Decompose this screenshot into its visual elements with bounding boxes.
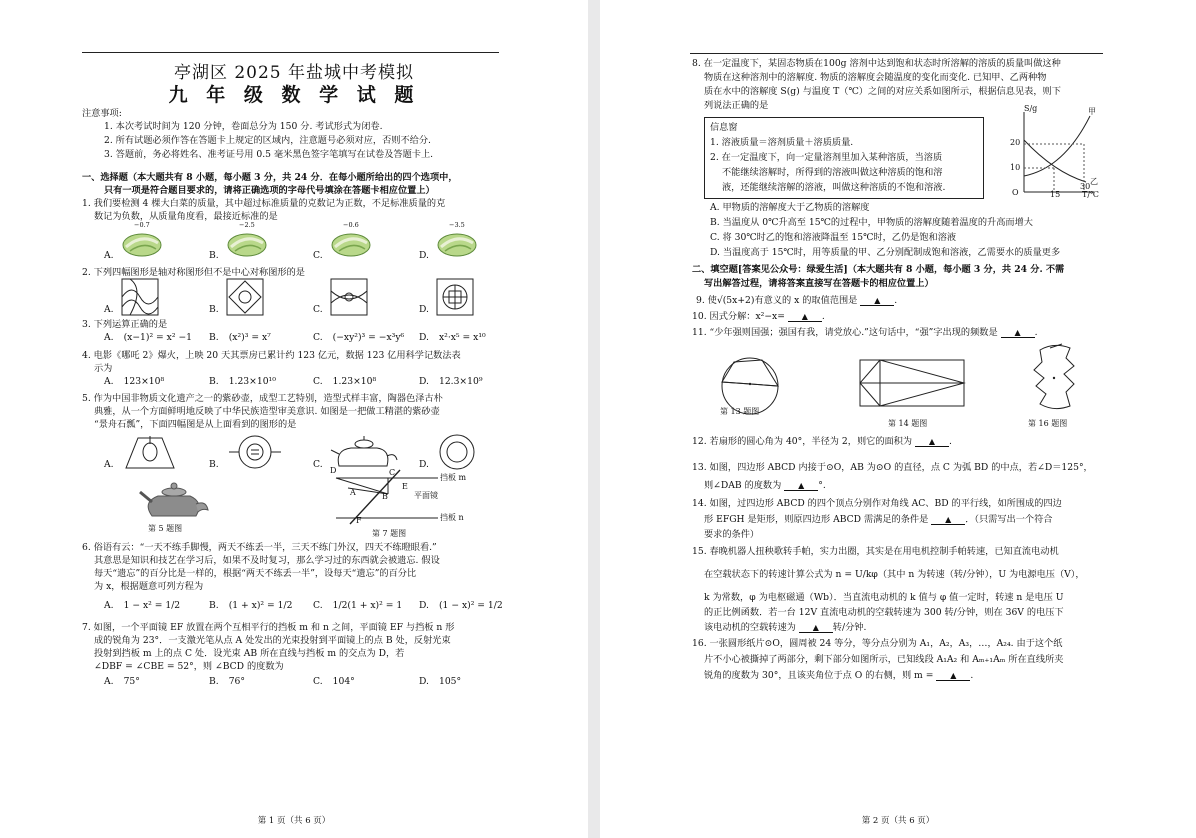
q15-text: 15. 春晚机器人扭秧歌转手帕，实力出圈，其实是在用电机控制手帕转速，已知直流电动机 — [692, 546, 1059, 557]
q2-option-c[interactable]: C. — [313, 304, 323, 315]
q6-option-letter: A. — [104, 600, 114, 611]
q16-text-cont: 片不小心被撕掉了两部分，剩下部分如图所示，已知线段 A₁A₂ 和 Aₘ₊₁Aₘ 所在直线所夹 — [704, 654, 1064, 665]
q13-text-cont: 则∠DAB 的度数为 ▲ °. — [704, 480, 826, 491]
page-1-footer: 第 1 页（共 6 页） — [257, 816, 331, 826]
q8-option-b[interactable]: B. 当温度从 0℃升高至 15℃的过程中，甲物质的溶解度随着温度的升高而增大 — [710, 217, 1033, 228]
q6-option-c[interactable] — [313, 600, 402, 611]
q6-option-b[interactable] — [209, 600, 292, 611]
graph-tick-10: 10 — [1010, 163, 1021, 172]
q14-text-cont — [704, 513, 1052, 526]
q15-unit: 转/分钟. — [832, 622, 867, 633]
section-1-heading: 一、选择题（本大题共有 8 小题，每小题 3 分，共 24 分．在每小题所给出的四个选项中， — [82, 172, 458, 183]
q4-option-b[interactable] — [209, 376, 276, 387]
q16-text: 16. 一张圆形纸片⊙O，圆周被 24 等分，等分点分别为 A₁，A₂，A₃，…，A₂₄. 由于这个纸 — [692, 638, 1063, 649]
q8-text-cont: 物质在这种溶剂中的溶解度. 物质的溶解度会随温度的变化而变化. 已知甲、乙两种物 — [704, 72, 1047, 83]
q7-option-text: 104° — [332, 676, 355, 687]
q15-stem: 该电动机的空载转速为 — [704, 622, 796, 633]
q6-option-a[interactable] — [104, 600, 180, 611]
q4-option-a[interactable] — [104, 376, 164, 387]
q11-stem: 11. “少年强则国强；强国有我，请党放心.”这句话中，“强”字出现的频数是 — [692, 327, 998, 338]
exam-title: 亭湖区 2025 年盐城中考模拟 — [173, 63, 415, 83]
q3-option-a[interactable] — [104, 332, 192, 343]
q7-text-cont2: 投射到挡板 m 上的点 C 处．设光束 AB 所在直线与挡板 m 的交点为 D，若 — [94, 648, 405, 659]
q6-option-letter: B. — [209, 600, 219, 611]
q15-text-cont2: k 为常数，φ 为电枢磁通（Wb）．当直流电动机的 k 值与 φ 值一定时，转速 n 是电压 U — [704, 592, 1064, 603]
q7-text-cont3: ∠DBF = ∠CBE = 52°，则 ∠BCD 的度数为 — [94, 661, 284, 672]
q14-text-cont2: 要求的条件） — [704, 529, 760, 540]
cabbage-icon — [120, 229, 164, 259]
q6-option-text: 1/2(1 + x)² = 1 — [332, 600, 403, 611]
info-window-title: 信息窗 — [710, 122, 738, 133]
q5-text-cont2: “景舟石瓢”，下面四幅图是从上面看到的图形的是 — [94, 419, 297, 430]
q3-option-d[interactable] — [419, 332, 486, 343]
q5-option-b-figure[interactable] — [225, 430, 285, 474]
note-1: 1. 本次考试时间为 120 分钟，卷面总分为 150 分. 考试形式为闭卷. — [104, 121, 383, 132]
q3-option-text: x²·x⁵ = x¹⁰ — [438, 332, 486, 343]
q4-option-text: 123×10⁸ — [123, 376, 165, 387]
q15-answer-blank[interactable]: ▲ — [799, 623, 833, 633]
q14-answer-blank[interactable]: ▲ — [931, 515, 965, 525]
q6-option-text: 1 − x² = 1/2 — [123, 600, 181, 611]
section-1-heading-cont: 只有一项是符合题目要求的，请将正确选项的字母代号填涂在答题卡相应位置上） — [104, 185, 435, 196]
page-2-footer: 第 2 页（共 6 页） — [861, 816, 935, 826]
q1-cabbage-value: −0.6 — [343, 221, 359, 229]
note-2: 2. 所有试题必须作答在答题卡上规定的区域内，注意题号必须对应，否则不给分. — [104, 135, 431, 146]
q12-text: 12. 若扇形的圆心角为 40°，半径为 2，则它的面积为 ▲ . — [692, 436, 952, 447]
q5-option-a-label[interactable]: A. — [104, 459, 114, 470]
q6-text-cont3: 为 x，根据题意可列方程为 — [94, 581, 204, 592]
q4-option-letter: A. — [104, 376, 114, 387]
fig14-caption: 第 14 题图 — [888, 419, 928, 428]
q7-option-letter: C. — [313, 676, 323, 687]
q3-option-letter: D. — [419, 332, 429, 343]
q3-option-text: (x−1)² = x² −1 — [123, 332, 193, 343]
q6-option-text: (1 − x)² = 1/2 — [438, 600, 503, 611]
q6-text-cont: 其意思是知识和技艺在学习后，如果不及时复习，那么学习过的东西就会被遗忘. 假设 — [94, 555, 440, 566]
q6-option-text: (1 + x)² = 1/2 — [228, 600, 293, 611]
q7-option-b[interactable] — [209, 676, 245, 687]
q7-text: 7. 如图，一个平面镜 EF 放置在两个互相平行的挡板 m 和 n 之间，平面镜 EF 与挡板 n 形 — [82, 622, 455, 633]
q1-option-b[interactable]: B. — [209, 250, 219, 261]
q15-text-cont: 在空载状态下的转速计算公式为 n = U/kφ（其中 n 为转速（转/分钟），U 为电源电压（V）， — [704, 569, 1085, 580]
q12-answer-blank[interactable]: ▲ — [915, 437, 949, 447]
q1-text: 1. 我们要检测 4 棵大白菜的质量，其中超过标准质量的克数记为正数，不足标准质量的克 — [82, 198, 446, 209]
q6-option-d[interactable] — [419, 600, 503, 611]
section-2-heading: 二、填空题[答案见公众号：绿爱生活]（本大题共有 8 小题，每小题 3 分，共 24 分. 不需 — [692, 264, 1065, 275]
q1-cabbage-value: −2.5 — [239, 221, 255, 229]
q15-text-cont4 — [704, 621, 866, 634]
q4-option-letter: C. — [313, 376, 323, 387]
graph-origin: O — [1012, 188, 1019, 197]
graph-tick-30: 30 — [1080, 182, 1091, 191]
note-3: 3. 答题前，务必将姓名、准考证号用 0.5 毫米黑色签字笔填写在试卷及答题卡上. — [104, 149, 434, 160]
q2-option-b[interactable]: B. — [209, 304, 219, 315]
q8-text: 8. 在一定温度下，某固态物质在100g 溶剂中达到饱和状态时所溶解的溶质的质量叫做这种 — [692, 58, 1061, 69]
q2-option-d[interactable]: D. — [419, 304, 429, 315]
q8-text-cont2: 质在水中的溶解度 S(g) 与温度 T（℃）之间的对应关系如图所示，根据信息见表，则下 — [704, 86, 1061, 97]
q4-option-text: 1.23×10¹⁰ — [228, 376, 276, 387]
info-line-2-cont2: 液，还能继续溶解的溶液，叫做这种溶质的不饱和溶液. — [722, 182, 946, 193]
graph-xlabel: T/℃ — [1082, 190, 1099, 199]
q2-pattern-figure — [120, 277, 160, 317]
q7-option-text: 76° — [228, 676, 245, 687]
fig7-label-C: C — [389, 468, 396, 477]
fig7-label-m: 挡板 m — [440, 473, 467, 482]
q3-option-c[interactable] — [313, 332, 404, 343]
fig7-label-B: B — [382, 492, 388, 501]
cabbage-icon — [435, 229, 479, 259]
graph-series-yi: 乙 — [1090, 177, 1098, 186]
notes-heading: 注意事项: — [82, 108, 122, 119]
q7-option-text: 75° — [123, 676, 140, 687]
fig5-caption: 第 5 题图 — [148, 524, 183, 533]
q13-stem: 则∠DAB 的度数为 — [704, 480, 782, 491]
q7-option-letter: B. — [209, 676, 219, 687]
q3-option-text: (x²)³ = x⁷ — [228, 332, 271, 343]
q7-option-letter: D. — [419, 676, 429, 687]
q4-option-text: 1.23×10⁸ — [332, 376, 377, 387]
fig14-rectangle-diagram — [856, 356, 970, 410]
q5-text: 5. 作为中国非物质文化遗产之一的紫砂壶，成型工艺特别，造型式样丰富，陶器色泽古朴 — [82, 393, 443, 404]
q14-stem: 形 EFGH 是矩形，则原四边形 ABCD 需满足的条件是 — [704, 514, 929, 525]
cabbage-icon — [329, 229, 373, 259]
q1-option-d[interactable]: D. — [419, 250, 429, 261]
fig7-label-A: A — [350, 488, 356, 497]
q4-text: 4. 电影《哪吒 2》爆火，上映 20 天其票房已累计约 123 亿元，数据 123 亿用科学记数法表 — [82, 350, 461, 361]
fig13-caption: 第 13 题图 — [720, 407, 760, 416]
graph-ylabel: S/g — [1024, 104, 1038, 113]
info-line-2: 2. 在一定温度下，向一定量溶剂里加入某种溶质，当溶质 — [710, 152, 943, 163]
graph-tick-15: 15 — [1050, 190, 1061, 199]
fig16-torn-circle — [1020, 340, 1096, 416]
q5-option-d-label[interactable]: D. — [419, 459, 429, 470]
q7-text-cont: 成的锐角为 23°．一支激光笔从点 A 处发出的光束投射到平面镜上的点 B 处，反射光束 — [94, 635, 451, 646]
q11-text: 11. “少年强则国强；强国有我，请党放心.”这句话中，“强”字出现的频数是 ▲ . — [692, 327, 1038, 338]
q4-option-d[interactable] — [419, 376, 483, 387]
q1-text-cont: 数记为负数，从质量角度看，最接近标准的是 — [94, 211, 278, 222]
q5-text-cont: 典雅，从一个方面鲜明地反映了中华民族造型审美意识. 如图是一把做工精湛的紫砂壶 — [94, 406, 440, 417]
q3-option-letter: A. — [104, 332, 114, 343]
q7-option-letter: A. — [104, 676, 114, 687]
q4-option-letter: B. — [209, 376, 219, 387]
info-line-2-cont: 不能继续溶解时，所得到的溶液叫做这种溶质的饱和溶 — [722, 167, 943, 178]
q4-option-c[interactable] — [313, 376, 376, 387]
top-rule — [82, 52, 499, 53]
fig7-label-mirror: 平面镜 — [414, 491, 438, 500]
fig7-caption: 第 7 题图 — [372, 529, 407, 538]
fig7-label-F: F — [356, 516, 362, 525]
q15-text-cont3: 的正比例函数．若一台 12V 直流电动机的空载转速为 300 转/分钟，则在 36V 的电压下 — [704, 607, 1064, 618]
graph-series-jia: 甲 — [1088, 107, 1096, 116]
q7-option-a[interactable] — [104, 676, 140, 687]
q2-option-a[interactable]: A. — [104, 304, 114, 315]
teapot-illustration — [138, 478, 210, 520]
q13-answer-blank[interactable]: ▲ — [784, 481, 818, 491]
q6-text: 6. 俗语有云：“一天不练手脚慢，两天不练丢一半，三天不练门外汉，四天不练瞪眼看.” — [82, 542, 437, 553]
q8-option-c[interactable]: C. 将 30℃时乙的饱和溶液降温至 15℃时，乙仍是饱和溶液 — [710, 232, 957, 243]
q4-option-text: 12.3×10⁹ — [438, 376, 483, 387]
exam-page-2 — [600, 0, 1196, 838]
q6-option-letter: C. — [313, 600, 323, 611]
section-2-heading-cont: 写出解答过程，请将答案直接写在答题卡的相应位置上） — [704, 278, 934, 289]
q2-pattern-figure — [435, 277, 475, 317]
cabbage-icon — [225, 229, 269, 259]
fig7-label-E: E — [402, 482, 408, 491]
q12-stem: 12. 若扇形的圆心角为 40°，半径为 2，则它的面积为 — [692, 436, 913, 447]
q16-stem: 锐角的度数为 30°，且该夹角位于点 O 的右侧，则 m = — [704, 670, 934, 681]
q5-option-c-label[interactable]: C. — [313, 459, 323, 470]
q3-option-letter: B. — [209, 332, 219, 343]
graph-tick-20: 20 — [1010, 138, 1021, 147]
q9-stem: 9. 使√(5x+2)有意义的 x 的取值范围是 — [696, 295, 858, 306]
q14-text: 14. 如图，过四边形 ABCD 的四个顶点分别作对角线 AC、BD 的平行线，如所围成的四边 — [692, 498, 1062, 509]
q3-text: 3. 下列运算正确的是 — [82, 319, 168, 330]
q1-cabbage-value: −0.7 — [134, 221, 150, 229]
q1-option-a[interactable]: A. — [104, 250, 114, 261]
q6-text-cont2: 每天“遗忘”的百分比是一样的，根据“两天不练丢一半”，设每天“遗忘”的百分比 — [94, 568, 417, 579]
q4-text-cont: 示为 — [94, 363, 113, 374]
top-rule-2 — [690, 53, 1103, 54]
q2-pattern-figure — [225, 277, 265, 317]
q1-option-c[interactable]: C. — [313, 250, 323, 261]
q10-text: 10. 因式分解：x²−x= ▲ . — [692, 311, 825, 322]
q8-option-a[interactable]: A. 甲物质的溶解度大于乙物质的溶解度 — [710, 202, 870, 213]
q5-option-a-figure[interactable] — [120, 432, 180, 472]
q5-option-b-label[interactable]: B. — [209, 459, 219, 470]
q10-stem: 10. 因式分解：x²−x= — [692, 311, 785, 322]
q2-text: 2. 下列四幅图形是轴对称图形但不是中心对称图形的是 — [82, 267, 305, 278]
info-line-1: 1. 溶液质量＝溶剂质量＋溶质质量. — [710, 137, 854, 148]
q14-stem-tail: ．（只需写出一个符合 — [965, 514, 1053, 525]
q16-answer-blank[interactable]: ▲ — [936, 671, 970, 681]
q10-answer-blank[interactable]: ▲ — [788, 312, 822, 322]
q4-option-letter: D. — [419, 376, 429, 387]
q3-option-letter: C. — [313, 332, 323, 343]
q9-answer-blank[interactable]: ▲ — [860, 296, 894, 306]
q13-text: 13. 如图，四边形 ABCD 内接于⊙O，AB 为⊙O 的直径，点 C 为弧 BD 的中点，若∠D＝125°， — [692, 462, 1093, 473]
q1-cabbage-value: −3.5 — [449, 221, 465, 229]
q3-option-text: (−xy²)³ = −x³y⁶ — [332, 332, 405, 343]
q6-option-letter: D. — [419, 600, 429, 611]
q2-pattern-figure — [329, 277, 369, 317]
q8-text-cont3: 列说法正确的是 — [704, 100, 769, 111]
q11-answer-blank[interactable]: ▲ — [1001, 328, 1035, 338]
q9-text: 9. 使√(5x+2)有意义的 x 的取值范围是 ▲ . — [696, 295, 898, 306]
q7-option-c[interactable] — [313, 676, 355, 687]
q7-option-d[interactable] — [419, 676, 461, 687]
q7-option-text: 105° — [438, 676, 462, 687]
exam-page-1 — [0, 0, 588, 838]
exam-subtitle: 九 年 级 数 学 试 题 — [168, 84, 420, 106]
q16-text-cont2: 锐角的度数为 30°，且该夹角位于点 O 的右侧，则 m = ▲ . — [704, 670, 974, 681]
fig7-label-n: 挡板 n — [440, 513, 464, 522]
fig7-label-D: D — [330, 466, 337, 475]
fig16-caption: 第 16 题图 — [1028, 419, 1068, 428]
q3-option-b[interactable] — [209, 332, 271, 343]
q8-option-d[interactable]: D. 当温度高于 15℃时，用等质量的甲、乙分别配制成饱和溶液，乙需要水的质量更多 — [710, 247, 1061, 258]
